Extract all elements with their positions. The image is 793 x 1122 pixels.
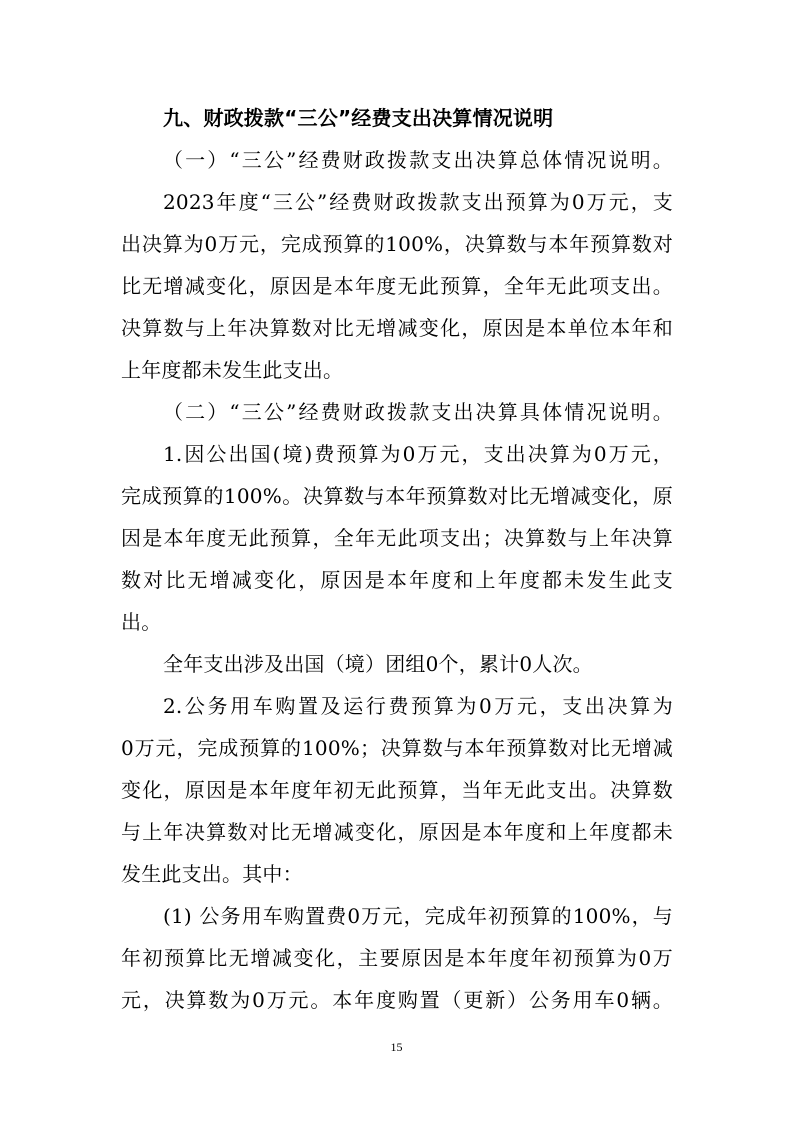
paragraph-line: (1) 公务用车购置费0万元，完成年初预算的100%，与 — [163, 904, 673, 928]
paragraph-line: 2.公务用车购置及运行费预算为0万元，支出决算为 — [163, 694, 673, 718]
paragraph-line: 2023年度“三公”经费财政拨款支出预算为0万元，支 — [163, 190, 673, 214]
paragraph-line: 1.因公出国(境)费预算为0万元，支出决算为0万元， — [163, 442, 673, 466]
subsection-heading-detail: （二）“三公”经费财政拨款支出决算具体情况说明。 — [163, 400, 673, 424]
paragraph-line: 与上年决算数对比无增减变化，原因是本年度和上年度都未 — [121, 820, 673, 844]
paragraph-line: 比无增减变化，原因是本年度无此预算，全年无此项支出。 — [121, 274, 673, 298]
paragraph-line: 出决算为0万元，完成预算的100%，决算数与本年预算数对 — [121, 232, 673, 256]
paragraph-line: 全年支出涉及出国（境）团组0个，累计0人次。 — [163, 652, 593, 676]
paragraph-line: 年初预算比无增减变化，主要原因是本年度年初预算为0万 — [121, 946, 673, 970]
paragraph-line: 完成预算的100%。决算数与本年预算数对比无增减变化，原 — [121, 484, 673, 508]
paragraph-line: 数对比无增减变化，原因是本年度和上年度都未发生此支 — [121, 568, 673, 592]
paragraph-line: 发生此支出。其中： — [121, 862, 303, 886]
paragraph-line: 0万元，完成预算的100%；决算数与本年预算数对比无增减 — [121, 736, 673, 760]
paragraph-line: 上年度都未发生此支出。 — [121, 358, 344, 382]
paragraph-line: 出。 — [121, 610, 162, 634]
page-number: 15 — [390, 1040, 403, 1054]
paragraph-line: 元，决算数为0万元。本年度购置（更新）公务用车0辆。 — [121, 988, 673, 1012]
paragraph-line: 因是本年度无此预算，全年无此项支出；决算数与上年决算 — [121, 526, 673, 550]
paragraph-line: 决算数与上年决算数对比无增减变化，原因是本单位本年和 — [121, 316, 673, 340]
subsection-heading-overall: （一）“三公”经费财政拨款支出决算总体情况说明。 — [163, 148, 673, 172]
paragraph-line: 变化，原因是本年度年初无此预算，当年无此支出。决算数 — [121, 778, 673, 802]
section-heading: 九、财政拨款“三公”经费支出决算情况说明 — [163, 106, 554, 130]
